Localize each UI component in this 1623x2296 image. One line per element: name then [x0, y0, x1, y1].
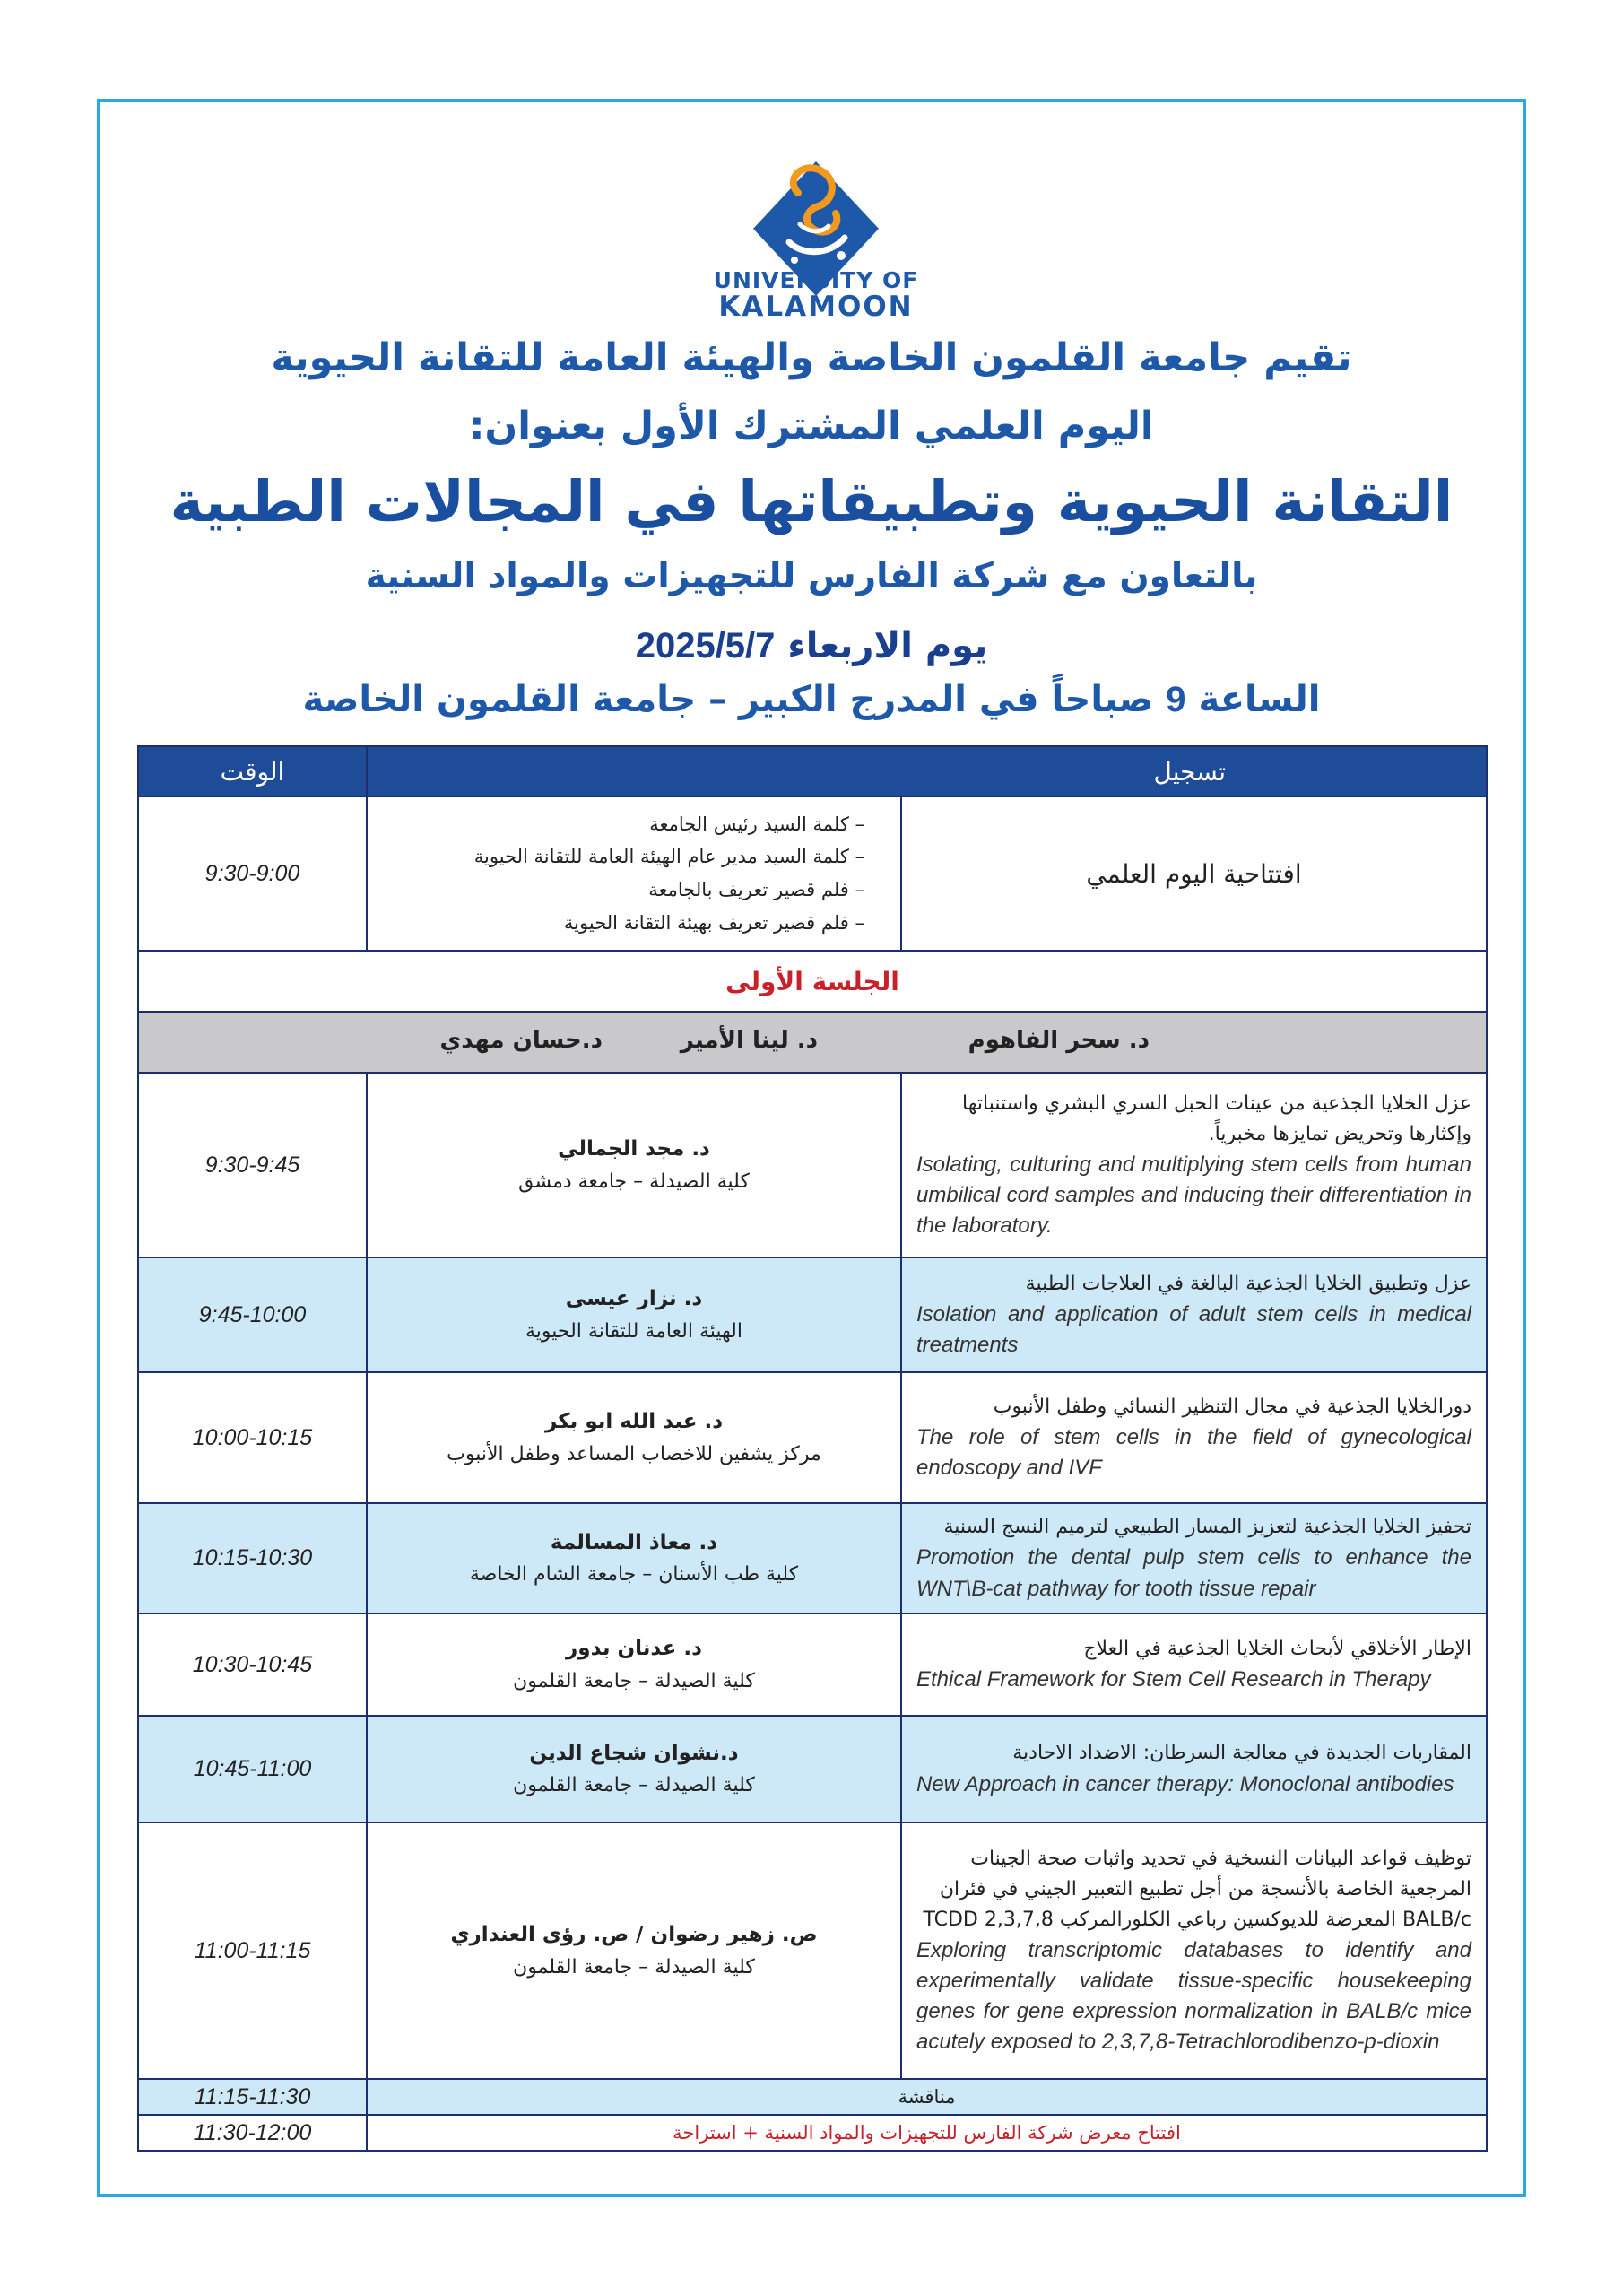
header-time: الوقت: [138, 746, 367, 796]
talk-speaker: [367, 1073, 901, 1257]
session-title: الجلسة الأولى: [138, 951, 1487, 1012]
event-title: التقانة الحيوية وتطبيقاتها في المجالات الطبية: [169, 469, 1454, 535]
speaker-affiliation: كلية الصيدلة – جامعة القلمون: [513, 1774, 755, 1797]
opening-title: افتتاحية اليوم العلمي: [901, 796, 1487, 951]
opening-time: 9:30-9:00: [138, 796, 367, 951]
topic-arabic: الإطار الأخلاقي لأبحاث الخلايا الجذعية في العلاج: [1083, 1637, 1471, 1660]
speaker-name: د. نزار عيسى: [565, 1287, 703, 1310]
talk-topic: [901, 1503, 1487, 1613]
topic-arabic: توظيف قواعد البيانات النسخية في تحديد واثبات صحة الجينات المرجعية الخاصة بالأنسجة من أجل تطبيع التعبير الجيني في فئران BALB/c المعرضة للديوكسين رباعي الكلورالمركب 2,3,7,8 TCDD: [923, 1847, 1471, 1931]
topic-english: Ethical Framework for Stem Cell Research in Therapy: [916, 1667, 1431, 1692]
topic-english: Isolation and application of adult stem cells in medical treatments: [916, 1301, 1471, 1358]
topic-arabic: عزل وتطبيق الخلايا الجذعية البالغة في العلاجات الطبية: [1025, 1272, 1471, 1295]
speaker-affiliation: مركز يشفين للاخصاب المساعد وطفل الأنبوب: [447, 1442, 821, 1465]
event-date: 2025/5/7: [635, 626, 776, 665]
break-label: افتتاح معرض شركة الفارس للتجهيزات والمواد السنية + استراحة: [367, 2115, 1487, 2151]
organizers-line: تقيم جامعة القلمون الخاصة والهيئة العامة للتقانة الحيوية: [271, 335, 1352, 380]
speaker-affiliation: الهيئة العامة للتقانة الحيوية: [525, 1319, 743, 1343]
speaker-name: د. معاذ المسالمة: [550, 1530, 718, 1554]
speaker-name: د.نشوان شجاع الدين: [529, 1741, 739, 1765]
topic-arabic: المقاربات الجديدة في معالجة السرطان: الاضداد الاحادية: [1012, 1742, 1471, 1765]
talk-speaker: [367, 1613, 901, 1716]
speaker-name: ص. زهير رضوان / ص. رؤى العنداري: [450, 1923, 818, 1946]
chair-name: د. سحر الفاهوم: [968, 1027, 1150, 1054]
talk-row: [138, 1503, 1487, 1613]
table-header: [138, 746, 1487, 796]
break-row: [138, 2115, 1487, 2151]
opening-item: – كلمة السيد رئيس الجامعة: [649, 813, 864, 835]
talk-topic: [901, 1257, 1487, 1372]
talk-time: 10:45-11:00: [138, 1716, 367, 1822]
date-line: [135, 625, 1488, 666]
talk-topic: [901, 1716, 1487, 1822]
subtitle-line: اليوم العلمي المشترك الأول بعنوان:: [469, 404, 1154, 448]
header-registration: تسجيل: [367, 746, 1487, 796]
chairs-row: [138, 1012, 1487, 1073]
opening-items: [367, 796, 901, 951]
talk-row: [138, 1257, 1487, 1372]
talk-time: 10:00-10:15: [138, 1372, 367, 1503]
talk-speaker: [367, 1716, 901, 1822]
opening-item: – فلم قصير تعريف بهيئة التقانة الحيوية: [563, 911, 864, 934]
talk-speaker: [367, 1822, 901, 2079]
topic-english: Isolating, culturing and multiplying stem cells from human umbilical cord samples and inducing their differentiation in the laboratory.: [916, 1152, 1471, 1239]
talk-speaker: [367, 1503, 901, 1613]
opening-item: – فلم قصير تعريف بالجامعة: [648, 879, 864, 900]
topic-english: The role of stem cells in the field of gynecological endoscopy and IVF: [916, 1424, 1471, 1481]
discussion-row: [138, 2079, 1487, 2115]
topic-english: Exploring transcriptomic databases to identify and experimentally validate tissue-specific housekeeping genes for gene expression normalization in BALB/c mice acutely exposed to 2,3,7,8-Tetrachlorodibenzo-p-dioxin: [916, 1937, 1471, 2055]
cooperation-line: بالتعاون مع شركة الفارس للتجهيزات والمواد السنية: [365, 556, 1258, 596]
logo-line1: UNIVERSITY OF: [713, 267, 919, 293]
chair-name: د.حسان مهدي: [439, 1027, 603, 1054]
talk-time: 10:30-10:45: [138, 1613, 367, 1716]
talk-row: [138, 1716, 1487, 1822]
session-row: [138, 951, 1487, 1012]
schedule-table: [137, 745, 1488, 2152]
discussion-time: 11:15-11:30: [138, 2079, 367, 2115]
chairs-cell: [138, 1012, 1487, 1073]
talk-time: 10:15-10:30: [138, 1503, 367, 1613]
logo-text: [708, 269, 924, 322]
talk-topic: [901, 1822, 1487, 2079]
talk-row: [138, 1822, 1487, 2079]
talk-row: [138, 1372, 1487, 1503]
talk-row: [138, 1613, 1487, 1716]
talk-row: [138, 1073, 1487, 1257]
speaker-name: د. عبد الله ابو بكر: [544, 1410, 724, 1433]
logo-line2: KALAMOON: [718, 291, 914, 324]
time-hour: 9: [1166, 680, 1186, 719]
opening-item: – كلمة السيد مدير عام الهيئة العامة للتقانة الحيوية: [473, 846, 864, 868]
talk-speaker: [367, 1372, 901, 1503]
speaker-affiliation: كلية الصيدلة – جامعة القلمون: [513, 1955, 755, 1979]
talk-time: 9:30-9:45: [138, 1073, 367, 1257]
speaker-affiliation: كلية الصيدلة – جامعة دمشق: [518, 1170, 750, 1193]
speaker-name: د. مجد الجمالي: [558, 1137, 710, 1161]
talk-topic: [901, 1372, 1487, 1503]
chair-name: د. لينا الأمير: [680, 1027, 818, 1054]
topic-english: Promotion the dental pulp stem cells to enhance the WNT\B-cat pathway for tooth tissue repair: [916, 1545, 1471, 1601]
discussion-label: مناقشة: [367, 2079, 1487, 2115]
talk-time: 9:45-10:00: [138, 1257, 367, 1372]
topic-arabic: دورالخلايا الجذعية في مجال التنظير النسائي وطفل الأنبوب: [993, 1395, 1471, 1418]
break-time: 11:30-12:00: [138, 2115, 367, 2151]
venue-line: [135, 679, 1488, 720]
speaker-name: د. عدنان بدور: [566, 1637, 702, 1660]
topic-english: New Approach in cancer therapy: Monoclonal antibodies: [916, 1771, 1454, 1796]
speaker-affiliation: كلية الصيدلة – جامعة القلمون: [513, 1669, 755, 1692]
talk-topic: [901, 1073, 1487, 1257]
topic-arabic: تحفيز الخلايا الجذعية لتعزيز المسار الطبيعي لترميم النسج السنية: [943, 1516, 1471, 1539]
venue-text: صباحاً في المدرج الكبير – جامعة القلمون الخاصة: [302, 679, 1154, 720]
talk-topic: [901, 1613, 1487, 1716]
opening-row: [138, 796, 1487, 951]
speaker-affiliation: كلية طب الأسنان – جامعة الشام الخاصة: [469, 1563, 799, 1587]
topic-arabic: عزل الخلايا الجذعية من عينات الحبل السري البشري واستنباتها وإكثارها وتحريض تمايزها مخبرياً.: [962, 1091, 1471, 1145]
time-prefix: الساعة: [1198, 679, 1321, 720]
day-label: يوم الاربعاء: [787, 625, 988, 666]
talk-time: 11:00-11:15: [138, 1822, 367, 2079]
talk-speaker: [367, 1257, 901, 1372]
